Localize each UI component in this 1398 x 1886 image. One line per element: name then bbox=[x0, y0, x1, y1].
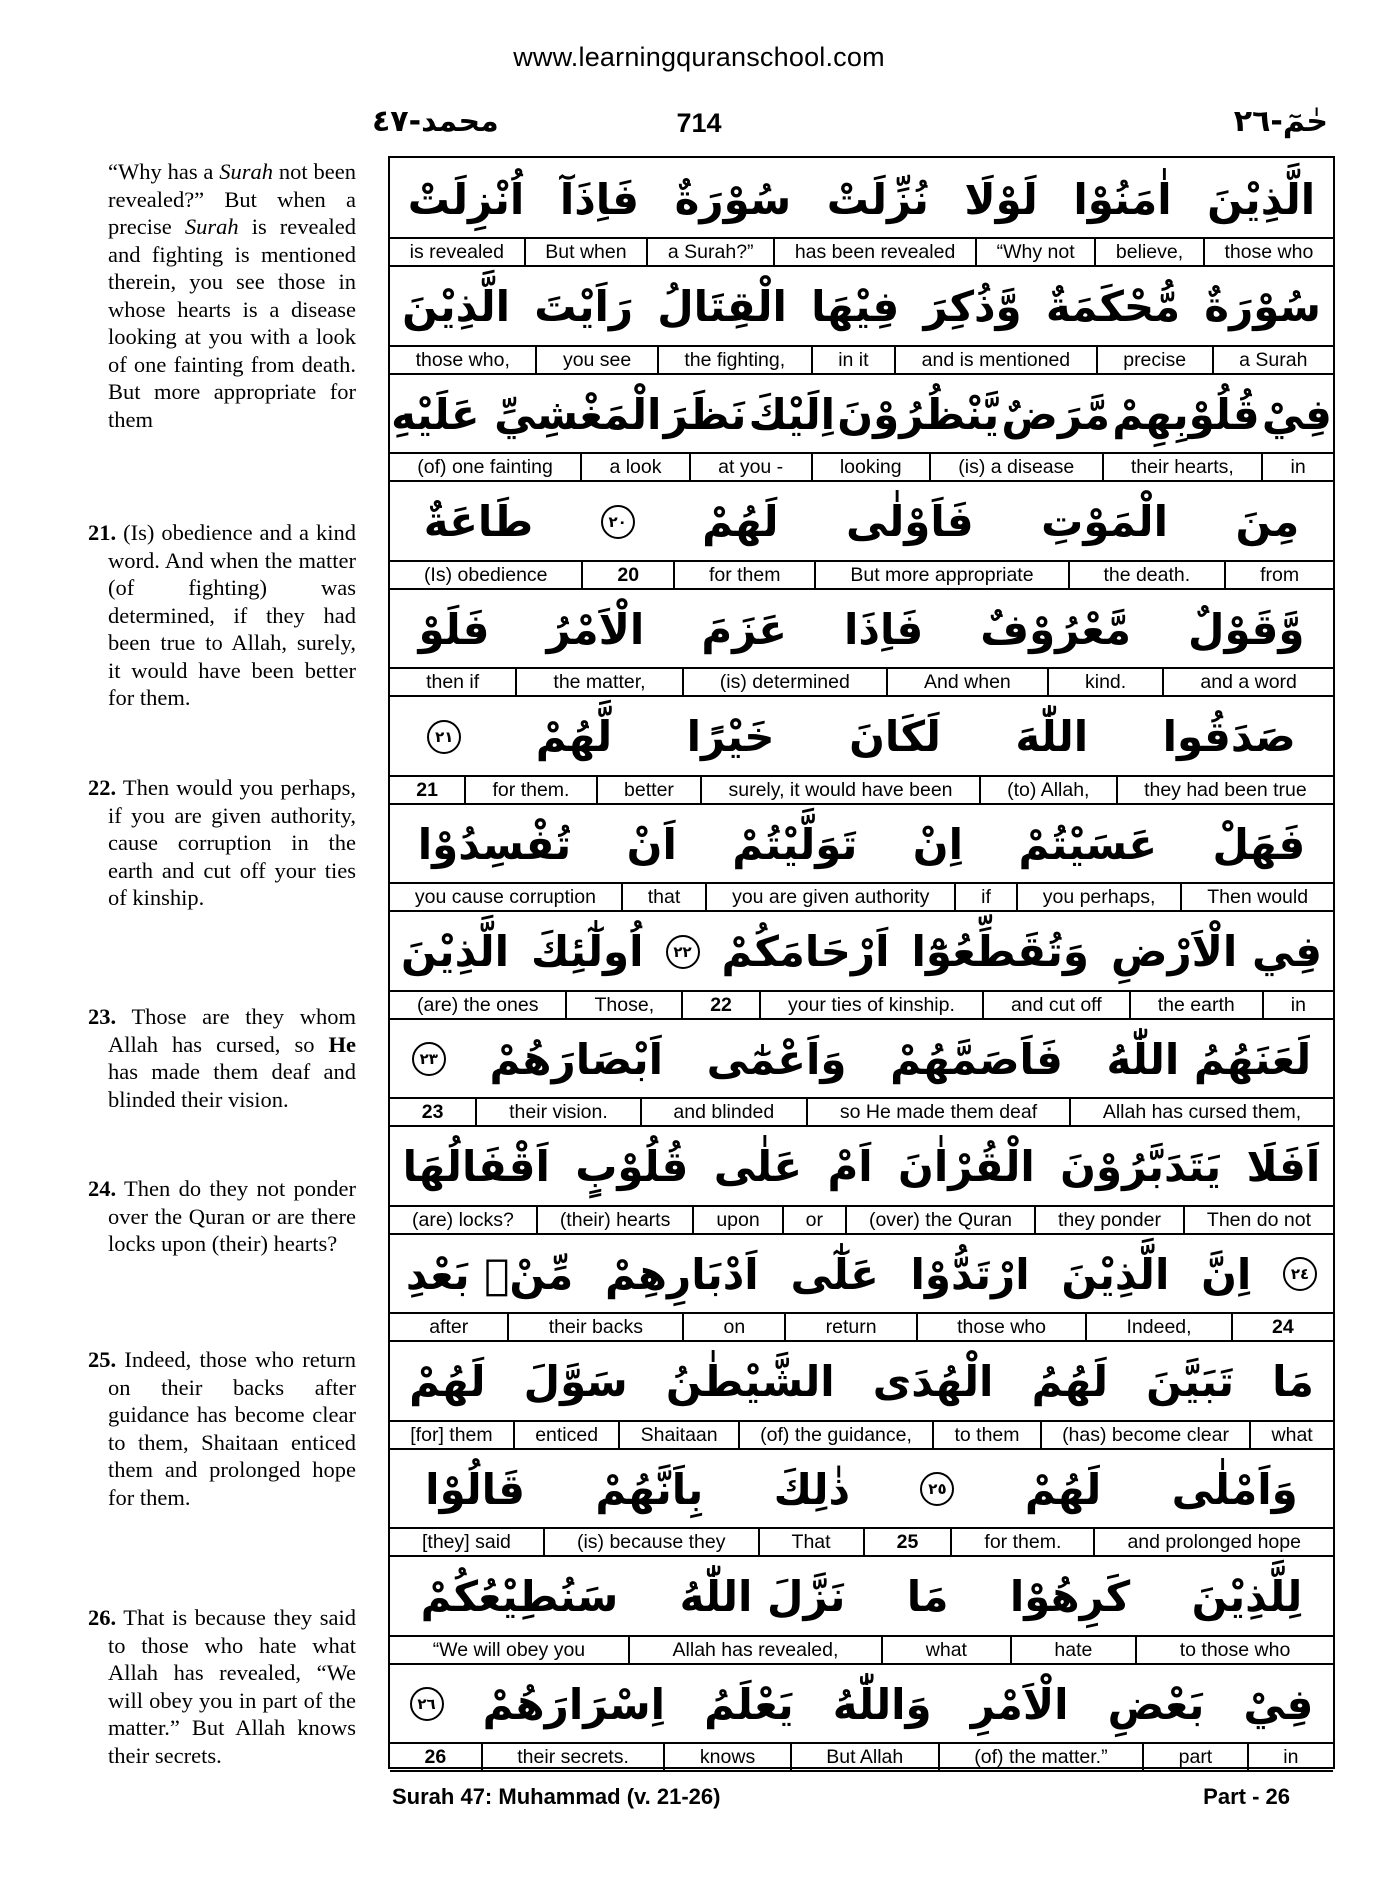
gloss-cell: if bbox=[954, 884, 1016, 910]
gloss-cell: return bbox=[784, 1314, 915, 1340]
arabic-word: يَعْلَمُ bbox=[704, 1679, 794, 1729]
verse-end-marker-icon: ٢٠ bbox=[601, 505, 635, 539]
gloss-cell: that bbox=[621, 884, 705, 910]
verse-number-label: 21. bbox=[88, 520, 117, 545]
arabic-word: سُوْرَةٌ bbox=[674, 174, 792, 224]
verse-end-marker-icon: ٢٣ bbox=[412, 1042, 446, 1076]
arabic-word: اَبْصَارَهُمْ bbox=[489, 1034, 664, 1084]
arabic-word: وَّقَوْلٌ bbox=[1188, 604, 1305, 654]
arabic-word: طَاعَةٌ bbox=[423, 497, 534, 546]
gloss-cell: to those who bbox=[1135, 1637, 1333, 1663]
arabic-word: تَوَلَّيْتُمْ bbox=[732, 819, 858, 869]
arabic-word: اُولٰٓئِكَ bbox=[531, 927, 644, 976]
arabic-word: بِاَنَّهُمْ bbox=[595, 1464, 704, 1514]
verse-end-marker-icon: ٢١ bbox=[427, 720, 461, 754]
gloss-cell: (is) determined bbox=[682, 669, 886, 695]
arabic-word: اَمْ bbox=[827, 1142, 873, 1191]
arabic-word: فَاِذَآ bbox=[559, 174, 640, 224]
gloss-cell: “Why not bbox=[975, 239, 1094, 265]
gloss-cell: upon bbox=[692, 1207, 781, 1233]
word-by-word-grid bbox=[388, 156, 1335, 1769]
arabic-word: يَتَدَبَّرُوْنَ bbox=[1060, 1142, 1222, 1191]
gloss-line bbox=[390, 1635, 1333, 1665]
verse-number-cell: 20 bbox=[581, 562, 673, 588]
gloss-cell: But when bbox=[524, 239, 647, 265]
arabic-word: الَّذِيْنَ bbox=[402, 282, 511, 331]
site-url[interactable]: www.learningquranschool.com bbox=[513, 42, 885, 72]
side-translation-text: Indeed, those who return on their backs after guidance has become clear to them, Shaitaan enticed them and prolonged hope for them. bbox=[108, 1347, 356, 1510]
gloss-cell: But more appropriate bbox=[814, 562, 1067, 588]
gloss-cell: (to) Allah, bbox=[979, 777, 1116, 803]
arabic-line bbox=[390, 375, 1333, 453]
gloss-line bbox=[390, 667, 1333, 697]
gloss-cell: in bbox=[1261, 454, 1333, 480]
verse-number-label: 24. bbox=[88, 1176, 117, 1201]
arabic-word: وَاللّٰهُ bbox=[832, 1679, 932, 1729]
verse-row bbox=[390, 1663, 1333, 1771]
verse-end-marker-icon: ٢٤ bbox=[1283, 1257, 1317, 1291]
arabic-word: لِلَّذِيْنَ bbox=[1191, 1572, 1303, 1621]
verse-end-marker-icon: ٢٥ bbox=[920, 1472, 954, 1506]
gloss-cell: on bbox=[682, 1314, 784, 1340]
gloss-cell: after bbox=[429, 1316, 469, 1338]
verse-number-label: 25. bbox=[88, 1347, 117, 1372]
arabic-word: مَّعْرُوْفٌ bbox=[980, 604, 1132, 654]
gloss-cell: and blinded bbox=[640, 1099, 806, 1125]
gloss-cell: or bbox=[782, 1207, 845, 1233]
side-translation-text: Then would you perhaps, if you are given authority, cause corruption in the earth and cut off your ties of kinship. bbox=[108, 775, 357, 910]
gloss-cell: Shaitaan bbox=[618, 1422, 738, 1448]
arabic-word: يَّنْظُرُوْنَ bbox=[837, 389, 1000, 439]
gloss-cell: the matter, bbox=[515, 669, 681, 695]
gloss-cell: from bbox=[1224, 562, 1333, 588]
arabic-word: كَرِهُوْا bbox=[1009, 1572, 1131, 1621]
arabic-word: قُلُوْبٍ bbox=[575, 1142, 689, 1191]
arabic-line bbox=[390, 590, 1333, 668]
arabic-word: مِنَ bbox=[1235, 497, 1300, 546]
arabic-word: الْقُرْاٰنَ bbox=[897, 1142, 1035, 1191]
gloss-cell: believe, bbox=[1094, 239, 1203, 265]
verse-row bbox=[390, 1018, 1333, 1126]
gloss-cell: and is mentioned bbox=[894, 347, 1096, 373]
arabic-word: عَلٰٓى bbox=[790, 1249, 879, 1299]
arabic-word: قَالُوْا bbox=[425, 1464, 525, 1514]
gloss-cell: Those, bbox=[565, 992, 681, 1018]
arabic-line bbox=[390, 268, 1333, 346]
arabic-line bbox=[390, 160, 1333, 238]
arabic-word: عَزَمَ bbox=[701, 604, 787, 654]
gloss-cell: the earth bbox=[1129, 992, 1262, 1018]
arabic-word: اِلَيْكَ bbox=[748, 389, 836, 439]
arabic-word: اُنْزِلَتْ bbox=[407, 174, 525, 224]
surah-label-arabic: محمد-٤٧ bbox=[372, 104, 499, 139]
gloss-cell: (their) hearts bbox=[536, 1207, 693, 1233]
gloss-cell: (of) the guidance, bbox=[738, 1422, 932, 1448]
gloss-cell: Then do not bbox=[1183, 1207, 1333, 1233]
gloss-line bbox=[390, 1420, 1333, 1450]
arabic-word: الَّذِيْنَ bbox=[401, 927, 509, 976]
arabic-word: تَبَيَّنَ bbox=[1146, 1357, 1234, 1406]
gloss-cell: [for] them bbox=[410, 1423, 493, 1446]
arabic-word: وَاَمْلٰى bbox=[1171, 1464, 1298, 1514]
arabic-word: فَهَلْ bbox=[1212, 819, 1306, 869]
gloss-cell: the fighting, bbox=[657, 347, 811, 373]
arabic-word: نَزَّلَ اللّٰهُ bbox=[679, 1572, 846, 1621]
side-translation-24 bbox=[88, 1175, 357, 1258]
arabic-line bbox=[390, 1343, 1333, 1421]
verse-row bbox=[390, 158, 1333, 266]
gloss-line bbox=[390, 882, 1333, 912]
side-translation-26 bbox=[88, 1604, 356, 1769]
gloss-cell: to them bbox=[932, 1422, 1040, 1448]
gloss-cell: what bbox=[1249, 1422, 1333, 1448]
gloss-cell: better bbox=[596, 777, 700, 803]
arabic-word: لَعَنَهُمُ اللّٰهُ bbox=[1106, 1034, 1312, 1084]
arabic-word: خَيْرًا bbox=[686, 712, 775, 761]
side-translation-22 bbox=[88, 774, 357, 912]
gloss-cell: (over) the Quran bbox=[845, 1207, 1034, 1233]
arabic-word: الشَّيْطٰنُ bbox=[665, 1357, 835, 1406]
gloss-line bbox=[390, 1205, 1333, 1235]
arabic-word: اِنَّ bbox=[1201, 1249, 1252, 1299]
side-translation-intro bbox=[108, 158, 356, 433]
arabic-word: بَعْضِ bbox=[1107, 1679, 1205, 1729]
gloss-cell: you are given authority bbox=[705, 884, 954, 910]
arabic-word: مِّنْۢ بَعْدِ bbox=[405, 1249, 574, 1299]
gloss-cell: then if bbox=[426, 671, 480, 693]
arabic-line bbox=[390, 1235, 1333, 1313]
arabic-word: مَّرَضٌ bbox=[1001, 389, 1111, 439]
verse-number-cell: 21 bbox=[416, 778, 438, 801]
arabic-word: الْاَمْرُ bbox=[546, 604, 645, 654]
arabic-word: فَاِذَا bbox=[844, 604, 924, 654]
verse-row bbox=[390, 1341, 1333, 1449]
gloss-cell: “We will obey you bbox=[432, 1638, 586, 1661]
verse-row bbox=[390, 481, 1333, 589]
gloss-cell: those who, bbox=[415, 348, 510, 371]
gloss-cell: and cut off bbox=[982, 992, 1129, 1018]
gloss-cell: you perhaps, bbox=[1016, 884, 1181, 910]
gloss-cell: at you - bbox=[689, 454, 811, 480]
arabic-line bbox=[390, 1558, 1333, 1636]
side-translation-text: Then do they not ponder over the Quran or are there locks upon (their) hearts? bbox=[108, 1176, 357, 1256]
side-translation-21 bbox=[88, 519, 357, 712]
verse-number-cell: 24 bbox=[1231, 1314, 1333, 1340]
arabic-word: لَهُمْ bbox=[1024, 1464, 1102, 1514]
side-translation-text: Those are they whom Allah has cursed, so He has made them deaf and blinded their vision. bbox=[108, 1004, 356, 1112]
gloss-line bbox=[390, 1527, 1333, 1557]
arabic-word: فِي الْاَرْضِ bbox=[1110, 927, 1322, 976]
arabic-word: الْمَوْتِ bbox=[1041, 497, 1168, 546]
gloss-cell: in bbox=[1247, 1744, 1333, 1770]
gloss-cell: a Surah bbox=[1212, 347, 1333, 373]
gloss-cell: a look bbox=[580, 454, 689, 480]
verse-row bbox=[390, 588, 1333, 696]
arabic-line bbox=[390, 1128, 1333, 1206]
gloss-cell: [they] said bbox=[421, 1531, 511, 1553]
gloss-cell: And when bbox=[886, 669, 1047, 695]
arabic-word: لَهُمْ bbox=[409, 1357, 486, 1406]
gloss-cell: That bbox=[758, 1529, 863, 1555]
gloss-cell: the death. bbox=[1068, 562, 1225, 588]
arabic-word: مَا bbox=[1272, 1357, 1314, 1406]
arabic-word: فِيْ bbox=[1261, 389, 1332, 439]
gloss-cell: in it bbox=[811, 347, 894, 373]
arabic-word: قُلُوْبِهِمْ bbox=[1112, 389, 1260, 439]
arabic-word: فَلَوْ bbox=[418, 604, 490, 654]
verse-number-label: 22. bbox=[88, 775, 117, 800]
verse-row bbox=[390, 1556, 1333, 1664]
arabic-line bbox=[390, 483, 1333, 561]
gloss-cell: precise bbox=[1096, 347, 1212, 373]
arabic-word: اَقْفَالُهَا bbox=[402, 1142, 550, 1191]
gloss-cell: for them. bbox=[950, 1529, 1093, 1555]
arabic-word: اَنْ bbox=[626, 819, 677, 869]
arabic-word: سَوَّلَ bbox=[523, 1357, 628, 1406]
verse-number-label: 23. bbox=[88, 1004, 117, 1029]
verse-end-marker-icon: ٢٢ bbox=[666, 935, 700, 969]
verse-row bbox=[390, 1233, 1333, 1341]
arabic-word: نَظَرَ bbox=[663, 389, 747, 439]
arabic-word: سُوْرَةٌ bbox=[1204, 282, 1321, 331]
gloss-cell: for them bbox=[673, 562, 814, 588]
gloss-cell: looking bbox=[811, 454, 929, 480]
arabic-word: اَدْبَارِهِمْ bbox=[604, 1249, 759, 1299]
arabic-word: الْاَمْرِ bbox=[970, 1679, 1069, 1729]
arabic-word: صَدَقُوا bbox=[1162, 712, 1296, 761]
arabic-word: فِيْ bbox=[1243, 1679, 1314, 1729]
arabic-word: وَّذُكِرَ bbox=[923, 282, 1022, 331]
gloss-line bbox=[390, 990, 1333, 1020]
gloss-cell: (are) the ones bbox=[417, 993, 539, 1016]
arabic-word: عَسَيْتُمْ bbox=[1018, 819, 1158, 869]
gloss-line bbox=[390, 560, 1333, 590]
arabic-word: الَّذِيْنَ bbox=[1061, 1249, 1170, 1299]
verse-row bbox=[390, 803, 1333, 911]
arabic-word: اَرْحَامَكُمْ bbox=[721, 927, 890, 976]
verse-row bbox=[390, 911, 1333, 1019]
arabic-word: لَهُمُ bbox=[1031, 1357, 1108, 1406]
gloss-cell: your ties of kinship. bbox=[759, 992, 982, 1018]
gloss-line bbox=[390, 237, 1333, 267]
arabic-line bbox=[390, 698, 1333, 776]
gloss-cell: hate bbox=[1010, 1637, 1135, 1663]
arabic-word: لَهُمْ bbox=[702, 497, 779, 546]
arabic-word: عَلٰى bbox=[713, 1142, 803, 1191]
gloss-cell: their hearts, bbox=[1102, 454, 1262, 480]
arabic-line bbox=[390, 1450, 1333, 1528]
gloss-cell: and prolonged hope bbox=[1093, 1529, 1333, 1555]
gloss-cell: is revealed bbox=[409, 241, 504, 263]
verse-row bbox=[390, 1448, 1333, 1556]
side-translation-text: “Why has a Surah not been revealed?” But when a precise Surah is revealed and fighting is mentioned therein, you see those in whose hearts is a disease looking at you with a look of one fainting from death. But more appropriate for them bbox=[108, 159, 356, 432]
arabic-word: مَا bbox=[906, 1572, 949, 1621]
gloss-cell: (Is) obedience bbox=[423, 563, 548, 586]
gloss-cell: knows bbox=[663, 1744, 789, 1770]
gloss-cell: you see bbox=[535, 347, 656, 373]
arabic-word: ارْتَدُّوْا bbox=[910, 1249, 1030, 1299]
page-number: 714 bbox=[676, 108, 722, 138]
side-translation-text: That is because they said to those who hate what Allah has revealed, “We will obey you in part of the matter.” But Allah knows their secrets. bbox=[108, 1605, 356, 1768]
gloss-cell: those who bbox=[1203, 239, 1333, 265]
gloss-line bbox=[390, 1097, 1333, 1127]
arabic-word: لَوْلَا bbox=[964, 174, 1038, 224]
gloss-cell: their secrets. bbox=[481, 1744, 664, 1770]
arabic-word: اِسْرَارَهُمْ bbox=[482, 1679, 666, 1729]
verse-number-cell: 26 bbox=[424, 1746, 447, 1768]
arabic-word: اٰمَنُوْا bbox=[1073, 174, 1172, 224]
gloss-cell: surely, it would have been bbox=[700, 777, 979, 803]
arabic-word: فِيْهَا bbox=[811, 282, 900, 331]
gloss-line bbox=[390, 775, 1333, 805]
gloss-line bbox=[390, 1312, 1333, 1342]
verse-end-marker-icon: ٢٦ bbox=[410, 1687, 444, 1721]
verse-number-label: 26. bbox=[88, 1605, 117, 1630]
gloss-cell: (is) a disease bbox=[929, 454, 1102, 480]
arabic-word: نُزِّلَتْ bbox=[826, 174, 929, 224]
gloss-cell: for them. bbox=[464, 777, 596, 803]
gloss-line bbox=[390, 452, 1333, 482]
gloss-cell: and a word bbox=[1162, 669, 1333, 695]
verse-number-cell: 23 bbox=[421, 1101, 444, 1123]
gloss-cell: they had been true bbox=[1116, 777, 1333, 803]
arabic-word: اللّٰهَ bbox=[1015, 712, 1089, 761]
arabic-word: رَاَيْتَ bbox=[534, 282, 634, 331]
part-label-arabic: حٰمٓ-٢٦ bbox=[1233, 104, 1328, 139]
gloss-cell: has been revealed bbox=[773, 239, 975, 265]
arabic-word: فَاَصَمَّهُمْ bbox=[890, 1034, 1063, 1084]
arabic-word: وَاَعْمٰٓى bbox=[706, 1034, 847, 1084]
verse-row bbox=[390, 696, 1333, 804]
gloss-cell: part bbox=[1142, 1744, 1247, 1770]
gloss-cell: (is) because they bbox=[543, 1529, 758, 1555]
arabic-word: لَّهُمْ bbox=[535, 712, 613, 761]
gloss-cell: in bbox=[1262, 992, 1333, 1018]
gloss-line bbox=[390, 1742, 1333, 1772]
gloss-cell: enticed bbox=[513, 1422, 618, 1448]
verse-number-cell: 22 bbox=[681, 992, 759, 1018]
gloss-cell: so He made them deaf bbox=[806, 1099, 1069, 1125]
gloss-cell: But Allah bbox=[790, 1744, 938, 1770]
side-translation-text: (Is) obedience and a kind word. And when the matter (of fighting) was determined, if they had been true to Allah, surely, it would have been better for them. bbox=[108, 520, 357, 710]
footer-surah-ref: Surah 47: Muhammad (v. 21-26) bbox=[392, 1784, 721, 1809]
gloss-cell: kind. bbox=[1047, 669, 1162, 695]
gloss-cell: Then would bbox=[1180, 884, 1333, 910]
arabic-word: اِنْ bbox=[912, 819, 964, 869]
arabic-word: الْقِتَالُ bbox=[657, 282, 787, 331]
arabic-word: ذٰلِكَ bbox=[773, 1464, 851, 1514]
gloss-cell: Allah has revealed, bbox=[628, 1637, 881, 1663]
verse-row bbox=[390, 266, 1333, 374]
arabic-word: الَّذِيْنَ bbox=[1207, 174, 1316, 224]
verse-row bbox=[390, 373, 1333, 481]
arabic-line bbox=[390, 805, 1333, 883]
footer-part-ref: Part - 26 bbox=[1203, 1784, 1290, 1809]
gloss-cell: (has) become clear bbox=[1040, 1422, 1249, 1448]
side-translation-25 bbox=[88, 1346, 356, 1511]
gloss-cell: what bbox=[881, 1637, 1010, 1663]
side-translation-23 bbox=[88, 1003, 356, 1113]
gloss-line bbox=[390, 345, 1333, 375]
arabic-word: اَفَلَا bbox=[1246, 1142, 1321, 1191]
gloss-cell: you cause corruption bbox=[414, 886, 596, 908]
arabic-word: الْهُدَى bbox=[872, 1357, 994, 1406]
gloss-cell: Allah has cursed them, bbox=[1069, 1099, 1333, 1125]
arabic-word: وَتُقَطِّعُوْٓا bbox=[911, 927, 1089, 976]
verse-row bbox=[390, 1126, 1333, 1234]
gloss-cell: (of) one fainting bbox=[417, 456, 553, 478]
arabic-word: لَكَانَ bbox=[849, 712, 941, 761]
arabic-word: سَنُطِيْعُكُمْ bbox=[420, 1572, 619, 1621]
arabic-word: فَاَوْلٰى bbox=[846, 497, 974, 546]
arabic-line bbox=[390, 913, 1333, 991]
arabic-word: تُفْسِدُوْا bbox=[417, 819, 572, 869]
arabic-line bbox=[390, 1665, 1333, 1743]
gloss-cell: Indeed, bbox=[1085, 1314, 1231, 1340]
gloss-cell: their backs bbox=[507, 1314, 682, 1340]
gloss-cell: those who bbox=[916, 1314, 1085, 1340]
gloss-cell: they ponder bbox=[1034, 1207, 1183, 1233]
gloss-cell: a Surah?” bbox=[646, 239, 773, 265]
verse-number-cell: 25 bbox=[863, 1529, 951, 1555]
gloss-cell: (are) locks? bbox=[411, 1208, 514, 1231]
gloss-cell: (of) the matter.” bbox=[938, 1744, 1142, 1770]
arabic-line bbox=[390, 1020, 1333, 1098]
arabic-word: مُّحْكَمَةٌ bbox=[1045, 282, 1181, 331]
gloss-cell: their vision. bbox=[475, 1099, 639, 1125]
arabic-word: الْمَغْشِيِّ عَلَيْهِ bbox=[391, 389, 662, 439]
